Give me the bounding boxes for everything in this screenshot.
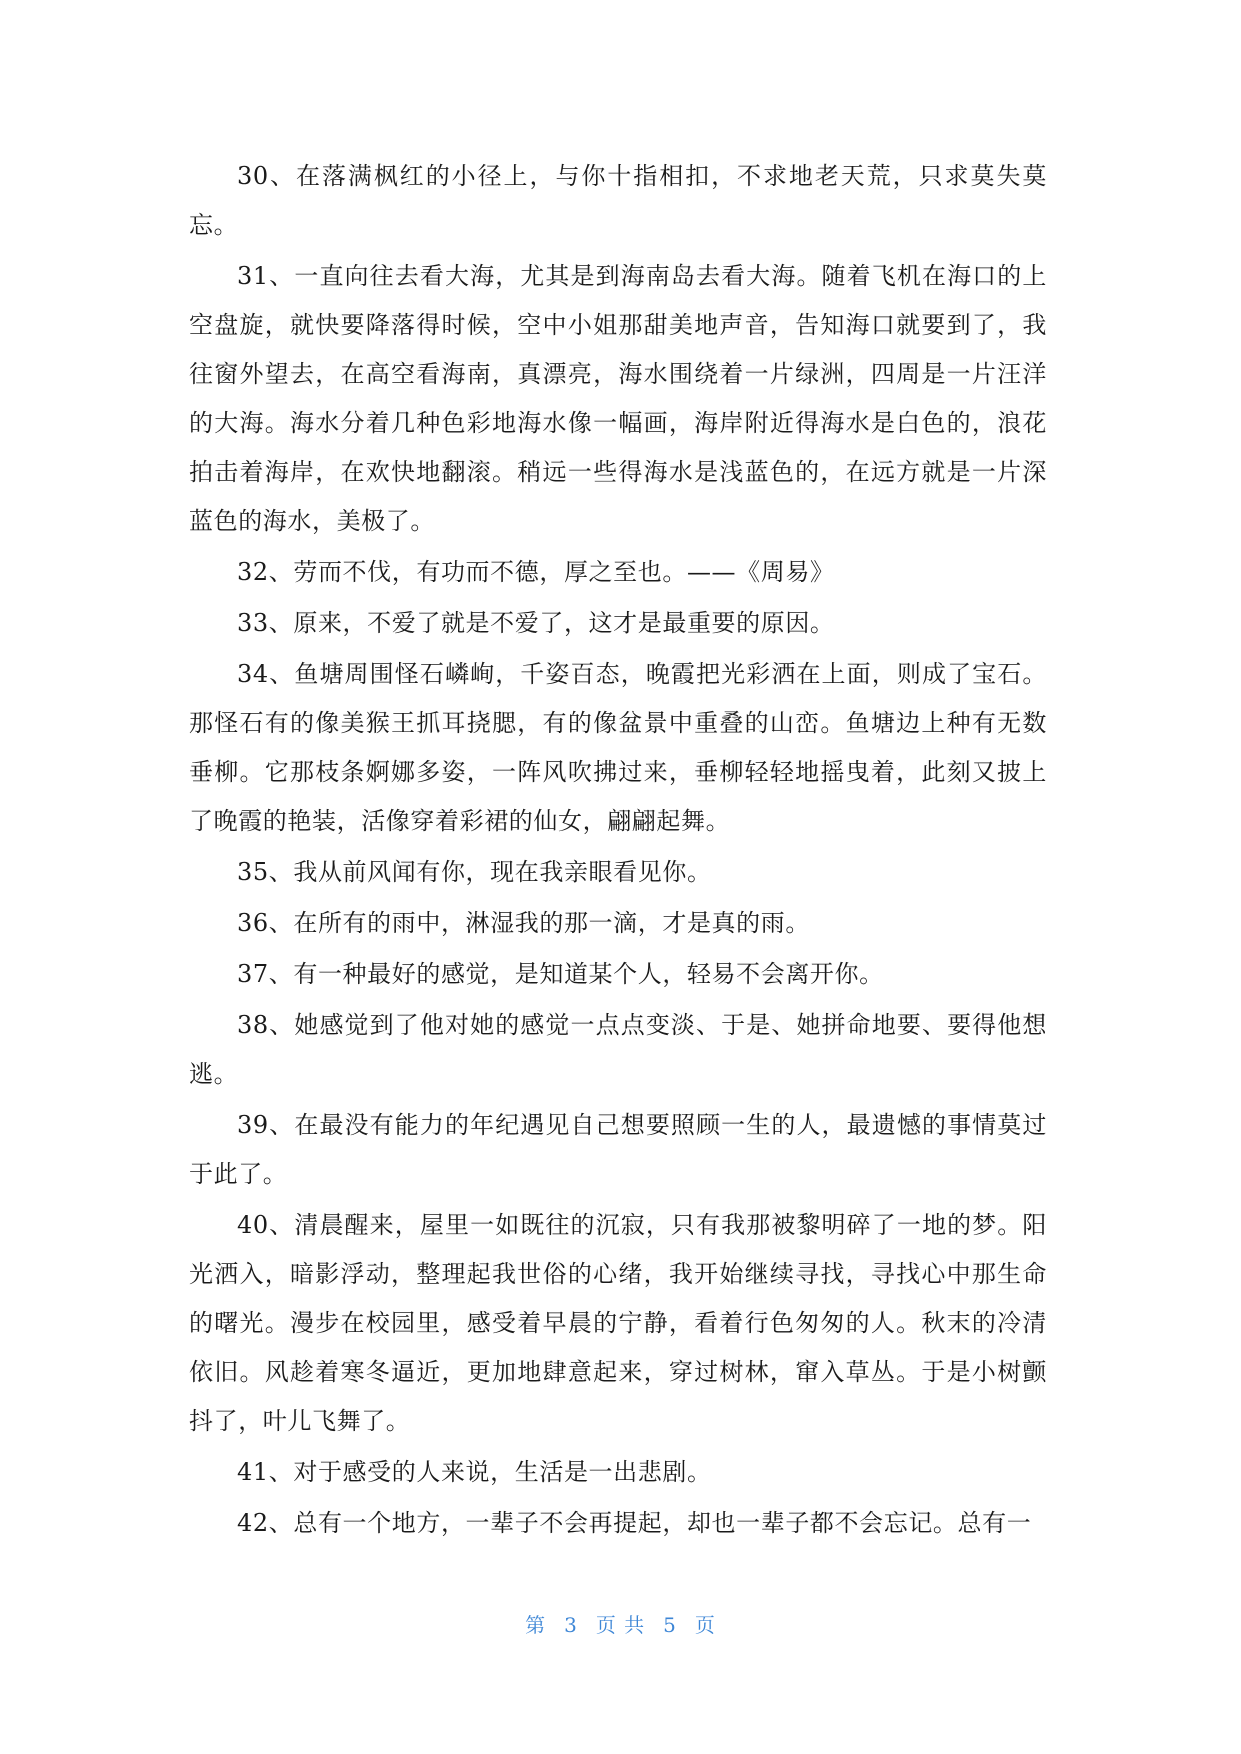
current-page-number: 3 (564, 1613, 578, 1637)
footer-prefix: 第 (525, 1613, 547, 1637)
paragraph-41: 41、对于感受的人来说，生活是一出悲剧。 (237, 1458, 712, 1486)
paragraph-32: 32、劳而不伐，有功而不德，厚之至也。——《周易》 (237, 558, 835, 586)
paragraph-37: 37、有一种最好的感觉，是知道某个人，轻易不会离开你。 (237, 960, 884, 988)
footer-suffix: 页 (694, 1613, 716, 1637)
body-text (189, 152, 1047, 1550)
paragraph-36: 36、在所有的雨中，淋湿我的那一滴，才是真的雨。 (237, 909, 810, 937)
paragraph-31: 31、一直向往去看大海，尤其是到海南岛去看大海。随着飞机在海口的上空盘旋，就快要降落得时候，空中小姐那甜美地声音，告知海口就要到了，我往窗外望去，在高空看海南，真漂亮，海水围绕着一片绿洲，四周是一片汪洋的大海。海水分着几种色彩地海水像一幅画，海岸附近得海水是白色的，浪花拍击着海岸，在欢快地翻滚。稍远一些得海水是浅蓝色的，在远方就是一片深蓝色的海水，美极了。 (189, 262, 1047, 535)
paragraph-39: 39、在最没有能力的年纪遇见自己想要照顾一生的人，最遗憾的事情莫过于此了。 (189, 1111, 1047, 1188)
paragraph-42: 42、总有一个地方，一辈子不会再提起，却也一辈子都不会忘记。总有一 (237, 1509, 1032, 1537)
paragraph-33: 33、原来，不爱了就是不爱了，这才是最重要的原因。 (237, 609, 835, 637)
paragraph-35: 35、我从前风闻有你，现在我亲眼看见你。 (237, 858, 712, 886)
total-pages-number: 5 (663, 1613, 677, 1637)
paragraph-40: 40、清晨醒来，屋里一如既往的沉寂，只有我那被黎明碎了一地的梦。阳光洒入，暗影浮动，整理起我世俗的心绪，我开始继续寻找，寻找心中那生命的曙光。漫步在校园里，感受着早晨的宁静，看着行色匆匆的人。秋末的冷清依旧。风趁着寒冬逼近，更加地肆意起来，穿过树林，窜入草丛。于是小树颤抖了，叶儿飞舞了。 (189, 1211, 1047, 1435)
paragraph-38: 38、她感觉到了他对她的感觉一点点变淡、于是、她拼命地要、要得他想逃。 (189, 1011, 1047, 1088)
footer-middle: 页 共 (595, 1613, 646, 1637)
paragraph-34: 34、鱼塘周围怪石嶙峋，千姿百态，晚霞把光彩洒在上面，则成了宝石。那怪石有的像美猴王抓耳挠腮，有的像盆景中重叠的山峦。鱼塘边上种有无数垂柳。它那枝条婀娜多姿，一阵风吹拂过来，垂柳轻轻地摇曳着，此刻又披上了晚霞的艳装，活像穿着彩裙的仙女，翩翩起舞。 (189, 660, 1047, 835)
paragraph-30: 30、在落满枫红的小径上，与你十指相扣，不求地老天荒，只求莫失莫忘。 (189, 162, 1047, 239)
page-footer (0, 1609, 1241, 1638)
